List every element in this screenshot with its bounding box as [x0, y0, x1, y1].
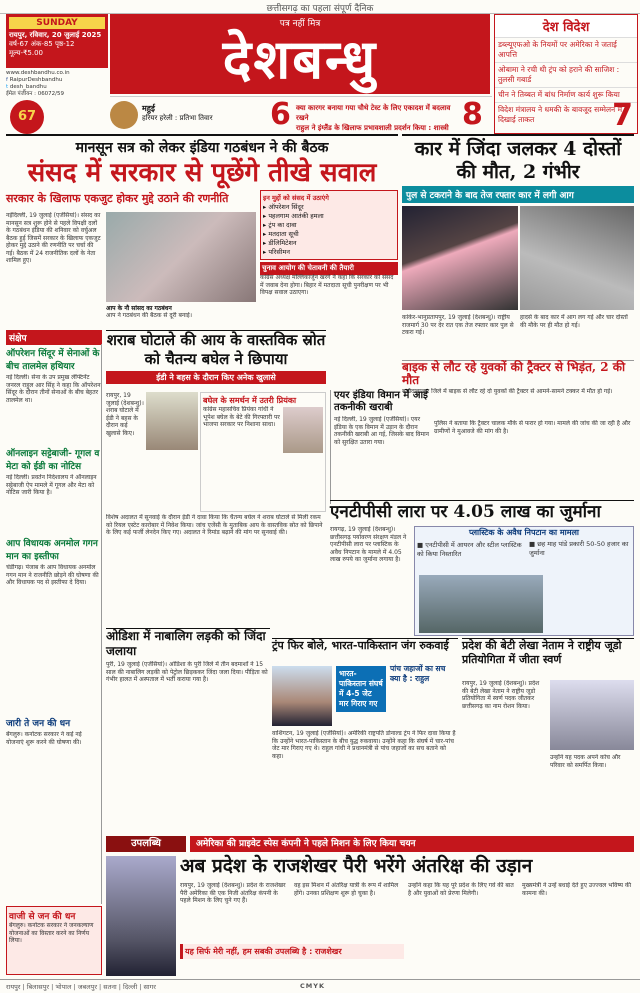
ntpc-headline[interactable]: एनटीपीसी लारा पर 4.05 लाख का जुर्माना — [330, 502, 601, 522]
trump-photo — [272, 666, 332, 726]
list-item: ▸ परिसीमन — [263, 248, 290, 256]
brief-headline[interactable]: ऑपरेशन सिंदूर में सेनाओं के बीच तालमेल हथियार — [6, 349, 100, 372]
lead-headline[interactable]: संसद में सरकार से पूछेंगे तीखे सवाल — [27, 158, 377, 188]
photo-caption: आप के नौ सांसद का गठबंधन — [106, 305, 172, 312]
netam-headline[interactable]: प्रदेश की बेटी लेखा नेताम ने राष्ट्रीय जूडो प्रतियोगिता में जीता स्वर्ण — [462, 639, 622, 666]
list-item: ■ छह माह पांडे प्रकारी 50-50 हजार का जुर्माना — [529, 540, 629, 557]
website-link[interactable]: www.deshbandhu.co.in — [6, 70, 70, 76]
social-info — [6, 70, 108, 98]
list-item[interactable]: ओबामा ने रची थी ट्रंप को हराने की साजिश : तुलसी गबार्ड — [495, 62, 637, 87]
right-story — [402, 134, 634, 203]
brief-body: बेंगलुरु। कर्नाटक सरकार ने कई नई योजनाएं शुरू करने की घोषणा की। — [6, 731, 82, 746]
upalabdhi-body: उन्होंने कहा कि यह पूरे प्रदेश के लिए गर्व की बात है और युवाओं को प्रेरणा मिलेगी। — [408, 882, 514, 897]
list-item: ▸ पहलगाम आतंकी हमला — [263, 212, 324, 220]
upalabdhi-strip — [106, 836, 634, 852]
liquor-story — [106, 330, 326, 384]
trump-body: वाशिंगटन, 19 जुलाई (एजेंसियां)। अमेरिकी राष्ट्रपति डोनाल्ड ट्रंप ने फिर दावा किया है कि उन्होंने भारत-पाकिस्तान के बीच युद्ध रुकवाया। उन्होंने कहा कि संघर्ष में चार-पांच जेट मार गिराए गए थे। राहुल गांधी ने प्रधानमंत्री से पांच जहाजों का सच बताने को कहा। — [272, 730, 456, 760]
issue-meta: वर्ष-67 अंक-85 पृष्ठ-12 — [9, 40, 75, 48]
liquor-headline[interactable]: शराब घोटाले की आय के वास्तविक स्रोत को चैतन्य बघेल ने छिपाया — [106, 331, 326, 368]
brief-body: नई दिल्ली। प्रवर्तन निदेशालय ने ऑनलाइन सट्टेबाजी ऐप मामले में गूगल और मेटा को नोटिस जारी किया है। — [6, 474, 97, 496]
issue-date: रायपुर, रविवार, 20 जुलाई 2025 — [9, 31, 102, 39]
brief-headline[interactable]: आप विधायक अनमोल गगन मान का इस्तीफा — [6, 539, 98, 562]
brief-body: नई दिल्ली। सेना के उप प्रमुख लेफ्टिनेंट जनरल राहुल आर सिंह ने कहा कि ऑपरेशन सिंदूर के दौरान तीनों सेनाओं के बीच बेहतर तालमेल था। — [6, 374, 101, 404]
brief-headline[interactable]: जारी ते जन की धन — [6, 719, 71, 729]
right-body: पुलिस ने बताया कि ट्रैक्टर चालक मौके से फरार हो गया। मामले की जांच की जा रही है और ग्रामीणों ने मुआवजे की मांग की है। — [434, 420, 631, 435]
facebook-handle[interactable]: RaipurDeshbandhu — [9, 77, 63, 83]
sanket-label: संक्षेप — [6, 330, 102, 345]
ntpc-body: रायगढ़, 19 जुलाई (देशबन्धु)। छत्तीसगढ़ पर्यावरण संरक्षण मंडल ने एनटीपीसी लारा पर प्लास्टिक के अवैध निपटान के मामले में 4.05 लाख रुपये का जुर्माना लगाया है। — [330, 526, 407, 563]
lead-subhead: सरकार के खिलाफ एकजुट होकर मुद्दे उठाने की रणनीति — [6, 192, 229, 205]
priyanka-box — [200, 392, 326, 512]
briefs-column — [6, 344, 102, 904]
right-subhead: पुल से टकराने के बाद तेज रफ्तार कार में लगी आग — [402, 186, 634, 203]
lead-subcolumn-body: कांग्रेस अध्यक्ष मल्लिकार्जुन खरगे ने कहा कि सरकार को संसद में जवाब देना होगा। बिहार में मतदाता सूची पुनरीक्षण पर भी विपक्ष सवाल उठाएगा। — [260, 274, 394, 296]
second-body: बलौदाबाजार जिले में बाइक से लौट रहे दो युवकों की ट्रैक्टर से आमने-सामने टक्कर में मौत हो गई। — [402, 388, 613, 395]
promo-photo — [110, 101, 138, 129]
priyanka-body: कांग्रेस महासचिव प्रियंका गांधी ने भूपेश बघेल के बेटे की गिरफ्तारी पर भाजपा सरकार पर निशाना साधा। — [203, 406, 280, 428]
air-india-story — [330, 390, 430, 504]
burnt-car-photo — [520, 206, 634, 310]
netam-body: रायपुर, 19 जुलाई (देशबन्धु)। प्रदेश की बेटी लेखा नेताम ने राष्ट्रीय जूडो प्रतियोगिता में स्वर्ण पदक जीतकर छत्तीसगढ़ का नाम रोशन किया। — [462, 680, 540, 710]
list-item: ■ एनटीपीसी में आयरन और स्टील प्लास्टिक को किया निस्तारित — [417, 541, 522, 558]
truck-photo — [419, 575, 543, 633]
right-body: हादसे के बाद कार में आग लग गई और चार दोस्तों की मौके पर ही मौत हो गई। — [520, 314, 628, 329]
list-item[interactable]: चीन ने तिब्बत में बांध निर्माण कार्य शुरू किया — [495, 87, 637, 102]
facebook-icon: f — [6, 77, 8, 83]
newspaper-logo: देशबन्धु — [222, 27, 378, 91]
air-india-body: नई दिल्ली, 19 जुलाई (एजेंसियां)। एयर इंडिया के एक विमान में उड़ान के दौरान तकनीकी खराबी आ गई, जिसके बाद विमान को सुरक्षित उतारा गया। — [334, 416, 429, 446]
promo-strip — [110, 96, 492, 132]
netam-body: उन्होंने यह पदक अपने कोच और परिवार को समर्पित किया। — [550, 754, 621, 769]
list-item[interactable]: विदेश मंत्रालय ने धमकी के बावजूद सम्मेलन में दिखाई ताकत — [495, 102, 637, 127]
lead-subcolumn-head: चुनाव आयोग की चेतावनी की तैयारी — [260, 262, 398, 275]
promo-title[interactable]: महुई — [142, 104, 155, 113]
side-box-title[interactable]: वाजी से जन की धन — [9, 912, 76, 922]
trump-headline[interactable]: ट्रंप फिर बोले, भारत-पाकिस्तान जंग रुकवाई — [272, 639, 449, 652]
list-item: ▸ मतदाता सूची — [263, 230, 299, 238]
anniversary-badge-icon: 67 — [10, 100, 44, 134]
twitter-icon: t — [6, 84, 9, 90]
list-item: ▸ ऑपरेशन सिंदूर — [263, 203, 304, 211]
upalabdhi-body: वह इस मिशन में अंतरिक्ष यात्री के रूप में शामिल होंगे। उनका प्रशिक्षण शुरू हो चुका है। — [294, 882, 399, 897]
list-item: ▸ डीलिमिटेशन — [263, 239, 297, 247]
ntpc-story — [330, 500, 634, 523]
meeting-photo — [106, 212, 256, 302]
upalabdhi-label: उपलब्धि — [106, 836, 186, 852]
trump-quote: भारत-पाकिस्तान संघर्ष में 4-5 जेट मार गिराए गए — [336, 666, 386, 712]
side-box-body: बेंगलुरु। कर्नाटक सरकार ने जनकल्याण योजनाओं का विस्तार करने का निर्णय लिया। — [9, 922, 94, 944]
liquor-body: रायपुर, 19 जुलाई (देशबन्धु)। शराब घोटाले में ईडी ने बहस के दौरान कई खुलासे किए। — [106, 392, 144, 437]
promo-line[interactable]: क्या कारगर बनाया गया चौथे टेस्ट के लिए एकादश में बदलाव रखने — [296, 104, 451, 122]
ntpc-box — [414, 526, 634, 636]
odisha-headline[interactable]: ओडिशा में नाबालिग लड़की को जिंदा जलाया — [106, 629, 266, 658]
list-item[interactable]: डब्ल्यूएफओ के नियमों पर अमेरिका ने जताई आपत्ति — [495, 37, 637, 62]
ntpc-box-title: प्लास्टिक के अवैध निपटान का मामला — [469, 528, 579, 537]
list-item: ▸ ट्रंप का दावा — [263, 221, 297, 229]
desh-videsh-heading: देश विदेश — [495, 15, 637, 37]
registration-no: ईमेल पंजीयन : 06072/59 — [6, 91, 65, 97]
masthead — [110, 14, 490, 94]
priyanka-photo — [283, 407, 323, 453]
air-india-headline[interactable]: एयर इंडिया विमान में आई तकनीकी खराबी — [334, 390, 428, 413]
odisha-body: पुरी, 19 जुलाई (एजेंसियां)। ओडिशा के पुरी जिले में तीन बदमाशों ने 15 साल की नाबालिग लड़की को पेट्रोल छिड़ककर जिंदा जला दिया। पीड़िता को गंभीर हालत में अस्पताल में भर्ती कराया गया है। — [106, 661, 268, 683]
chaitanya-photo — [146, 392, 198, 450]
right-headline[interactable]: कार में जिंदा जलकर 4 दोस्तों की मौत, 2 गंभीर — [414, 138, 622, 183]
lead-body: नईदिल्ली, 19 जुलाई (एजेंसियां)। संसद का मानसून सत्र शुरू होने से पहले विपक्षी दलों के गठबंधन इंडिया की शनिवार को वर्चुअल बैठक हुई जिसमें सरकार के खिलाफ एकजुट होकर मुद्दे उठाने की रणनीति पर चर्चा की गई। बैठक में 24 राजनीतिक दलों के नेता शामिल हुए। — [6, 212, 101, 264]
promo-subtitle: हरियर हरेली : प्रतिभा तिवार — [142, 114, 213, 122]
desh-videsh-page-number: 7 — [612, 98, 633, 133]
priyanka-box-title[interactable]: बघेल के समर्थन में उतरी प्रियंका — [203, 395, 297, 405]
issues-box-title: इन मुद्दों को संसद में उठाएंगे — [263, 194, 329, 202]
desh-videsh-panel — [494, 14, 638, 134]
side-box — [6, 906, 102, 975]
day-label: SUNDAY — [9, 17, 105, 29]
rahul-subhead[interactable]: पांच जहाजों का सच क्या है : राहुल — [390, 664, 446, 683]
brief-body: चंडीगढ़। पंजाब के आप विधायक अनमोल गगन मान ने राजनीति छोड़ने की घोषणा की और विधायक पद से इस्तीफा दे दिया। — [6, 564, 99, 586]
masthead-tagline: पत्र नहीं मित्र — [279, 19, 321, 29]
trump-story — [272, 638, 458, 653]
car-fire-photo — [402, 206, 518, 310]
promo-line[interactable]: राहुल ने इंग्लैंड के खिलाफ प्रभावशाली प्रदर्शन किया : शास्त्री — [296, 124, 449, 132]
promo-page-number: 6 — [270, 97, 291, 132]
upalabdhi-body: रायपुर, 19 जुलाई (देशबन्धु)। प्रदेश के राजशेखर पैरी अमेरिका की एक निजी अंतरिक्ष कंपनी के पहले मिशन के लिए चुने गए हैं। — [180, 882, 286, 904]
footer-editions: रायपुर | बिलासपुर | भोपाल | जबलपुर | सतना | दिल्ली | सागर — [6, 983, 156, 991]
liquor-kicker: ईडी ने बहस के दौरान किए अनेक खुलासे — [106, 371, 326, 384]
netam-story — [462, 638, 634, 667]
footer — [0, 979, 640, 993]
upalabdhi-kicker: अमेरिका की प्राइवेट स्पेस कंपनी ने पहले मिशन के लिए किया चयन — [190, 836, 634, 852]
date-box — [6, 14, 108, 68]
upalabdhi-sub: यह सिर्फ मेरी नहीं, हम सबकी उपलब्धि है : राजशेखर — [180, 944, 404, 959]
issues-box — [260, 190, 398, 260]
upalabdhi-body: मुख्यमंत्री ने उन्हें बधाई देते हुए उज्ज्वल भविष्य की कामना की। — [522, 882, 632, 897]
right-body: कांकेर-भानुप्रतापपुर, 19 जुलाई (देशबन्धु)। राष्ट्रीय राजमार्ग 30 पर देर रात एक तेज रफ्तार कार पुल से टकरा गई। — [402, 314, 514, 336]
brief-headline[interactable]: ऑनलाइन सट्टेबाजी- गूगल व मेटा को ईडी का नोटिस — [6, 449, 100, 472]
promo-page-number: 8 — [462, 97, 483, 132]
lead-body: आप ने गठबंधन की बैठक से दूरी बनाई। — [106, 312, 192, 319]
netam-photo — [550, 680, 634, 750]
liquor-body-2: विशेष अदालत में सुनवाई के दौरान ईडी ने दावा किया कि चैतन्य बघेल ने शराब घोटाले से मिली रकम को रियल एस्टेट कारोबार में निवेश किया। जांच एजेंसी के मुताबिक आय के वास्तविक स्रोत को छिपाने के लिए कई फर्जी लेनदेन किए गए। अदालत ने रिमांड बढ़ाने की मांग पर सुनवाई की। — [106, 514, 323, 536]
top-tagline: छत्तीसगढ़ का पहला संपूर्ण दैनिक — [0, 0, 640, 14]
second-headline[interactable]: बाइक से लौट रहे युवकों की ट्रैक्टर से भिड़ंत, 2 की मौत — [402, 360, 626, 387]
odisha-story — [106, 628, 270, 753]
twitter-handle[interactable]: desh_bandhu — [9, 84, 47, 90]
lead-kicker: मानसून सत्र को लेकर इंडिया गठबंधन ने की बैठक — [75, 140, 329, 156]
upalabdhi-headline[interactable]: अब प्रदेश के राजशेखर पैरी भरेंगे अंतरिक्ष की उड़ान — [180, 855, 533, 877]
rajshekhar-photo — [106, 856, 176, 976]
cmyk-mark: CMYK — [300, 982, 325, 990]
issue-price: मूल्य-₹5.00 — [9, 49, 44, 57]
